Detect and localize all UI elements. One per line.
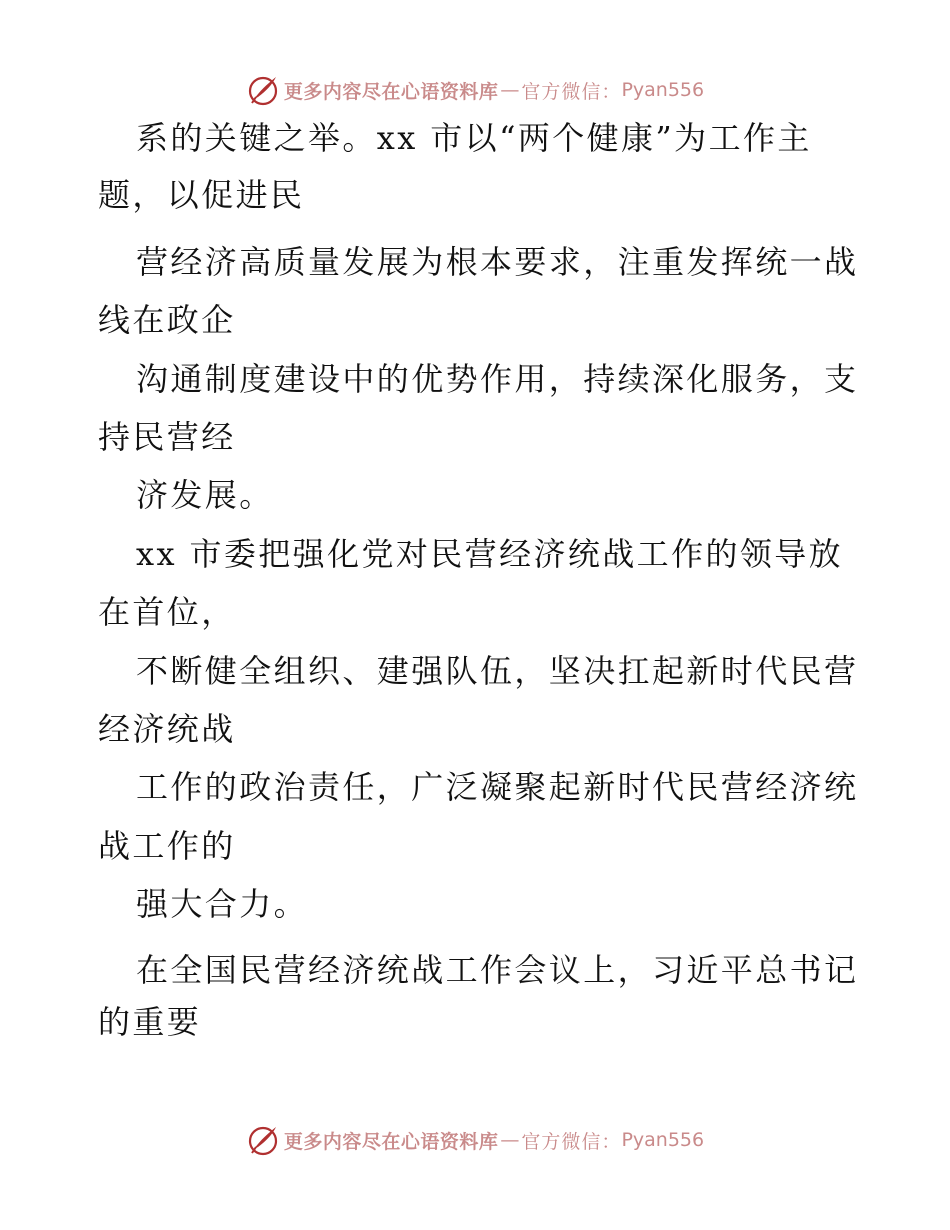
footer-banner-title: 更多内容尽在心语资料库 <box>283 1130 499 1153</box>
quill-logo-icon <box>246 1123 280 1157</box>
body-line: 线在政企 <box>98 301 236 339</box>
footer-banner-wechat-label: 官方微信： <box>521 1130 622 1153</box>
header-banner <box>0 70 950 110</box>
footer-banner-wechat-id: Pyan556 <box>621 1129 705 1151</box>
header-banner-wechat-label: 官方微信： <box>521 80 622 103</box>
body-line: 济发展。 <box>136 476 274 514</box>
body-line: 系的关键之举。xx 市以“两个健康”为工作主 <box>136 119 812 157</box>
body-line: 经济统战 <box>98 710 236 748</box>
body-line: 战工作的 <box>98 827 236 865</box>
header-banner-wechat-id: Pyan556 <box>621 79 705 101</box>
header-banner-title: 更多内容尽在心语资料库 <box>283 80 499 103</box>
body-line: 的重要 <box>98 1003 202 1041</box>
body-line: 强大合力。 <box>136 885 309 923</box>
footer-banner-separator: — <box>500 1129 520 1151</box>
body-line: 在首位， <box>98 593 236 631</box>
footer-banner <box>0 1120 950 1160</box>
header-banner-separator: — <box>500 79 520 101</box>
quill-logo-icon <box>246 73 280 107</box>
body-line: 不断健全组织、建强队伍，坚决扛起新时代民营 <box>136 652 859 690</box>
body-line: 工作的政治责任，广泛凝聚起新时代民营经济统 <box>136 768 859 806</box>
body-line: 题，以促进民 <box>98 176 305 214</box>
body-line: 在全国民营经济统战工作会议上，习近平总书记 <box>136 951 859 989</box>
body-line: 营经济高质量发展为根本要求，注重发挥统一战 <box>136 243 859 281</box>
body-line: 持民营经 <box>98 418 236 456</box>
body-line: 沟通制度建设中的优势作用，持续深化服务，支 <box>136 360 859 398</box>
body-line: xx 市委把强化党对民营经济统战工作的领导放 <box>136 535 844 573</box>
